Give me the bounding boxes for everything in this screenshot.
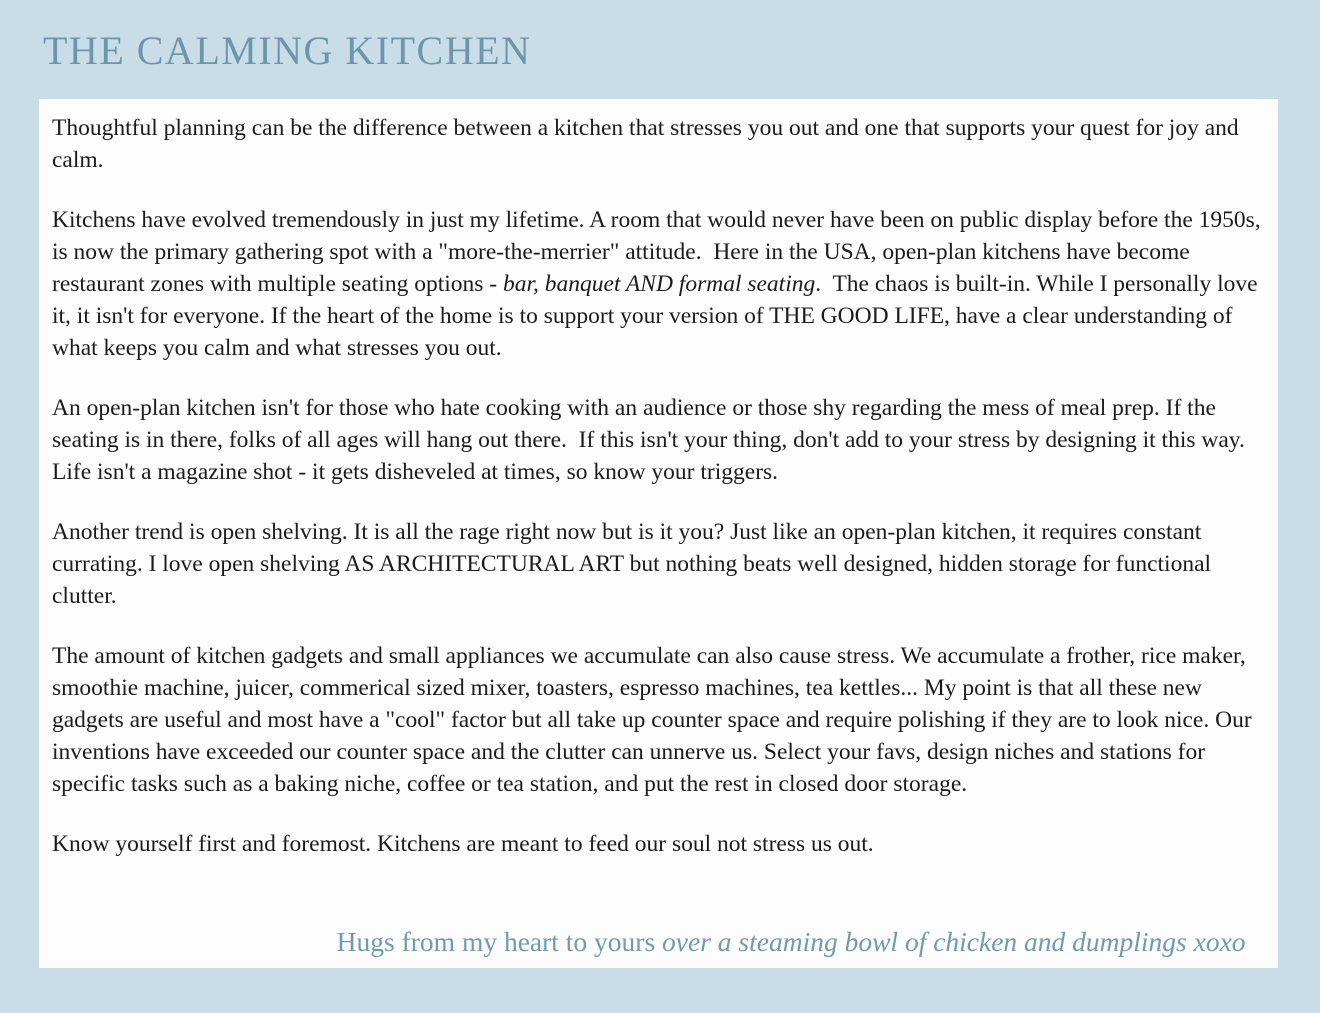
paragraph-text-segment: Know yourself first and foremost. Kitchens are meant to feed our soul not stress us out. [52, 831, 874, 857]
paragraph-text-segment: Kitchens have evolved tremendously in just my lifetime. A room that would never have been on public display before the 1950s, is now the primary gathering spot with a "more-the-merrier" attitude. Here in the USA, open-plan kitchens have become restaurant zones with multiple seating options - [52, 207, 1267, 297]
closing-line [52, 888, 1264, 996]
paragraph [52, 112, 1264, 176]
paragraph-text-segment: The amount of kitchen gadgets and small appliances we accumulate can also cause stress. We accumulate a frother, rice maker, smoothie machine, juicer, commerical sized mixer, toasters, espresso machines, tea kettles... My point is that all these new gadgets are useful and most have a "cool" factor but all take up counter space and require polishing if they are to look nice. Our inventions have exceeded our counter space and the clutter can unnerve us. Select your favs, design niches and stations for specific tasks such as a baking niche, coffee or tea station, and put the rest in closed door storage. [52, 643, 1258, 797]
paragraph [52, 204, 1267, 364]
closing-normal-text: Hugs from my heart to yours [336, 926, 663, 957]
paragraph [52, 392, 1264, 488]
paragraph [52, 516, 1264, 612]
article-body [52, 112, 1267, 860]
paragraph-text-segment: Another trend is open shelving. It is all the rage right now but is it you? Just like an open-plan kitchen, it requires constant currating. I love open shelving AS ARCHITECTURAL ART but nothing beats well designed, hidden storage for functional clutter. [52, 519, 1217, 609]
page-title: THE CALMING KITCHEN [43, 28, 532, 73]
paragraph [52, 640, 1264, 800]
content-card [39, 99, 1278, 968]
paragraph-italic-segment: bar, banquet AND formal seating [502, 271, 816, 297]
paragraph [52, 828, 1264, 860]
paragraph-text-segment: An open-plan kitchen isn't for those who hate cooking with an audience or those shy regarding the mess of meal prep. If the seating is in there, folks of all ages will hang out there. If this isn't your thing, don't add to your stress by designing it this way. Life isn't a magazine shot - it gets disheveled at times, so know your triggers. [52, 395, 1251, 485]
paragraph-text-segment: . The chaos is built-in. While I personally love it, it isn't for everyone. If the heart of the home is to support your version of THE GOOD LIFE, have a clear understanding of what keeps you calm and what stresses you out. [52, 271, 1264, 361]
closing-italic-text: over a steaming bowl of chicken and dumplings xoxo [662, 926, 1246, 957]
paragraph-text-segment: Thoughtful planning can be the difference between a kitchen that stresses you out and one that supports your quest for joy and calm. [52, 115, 1245, 173]
